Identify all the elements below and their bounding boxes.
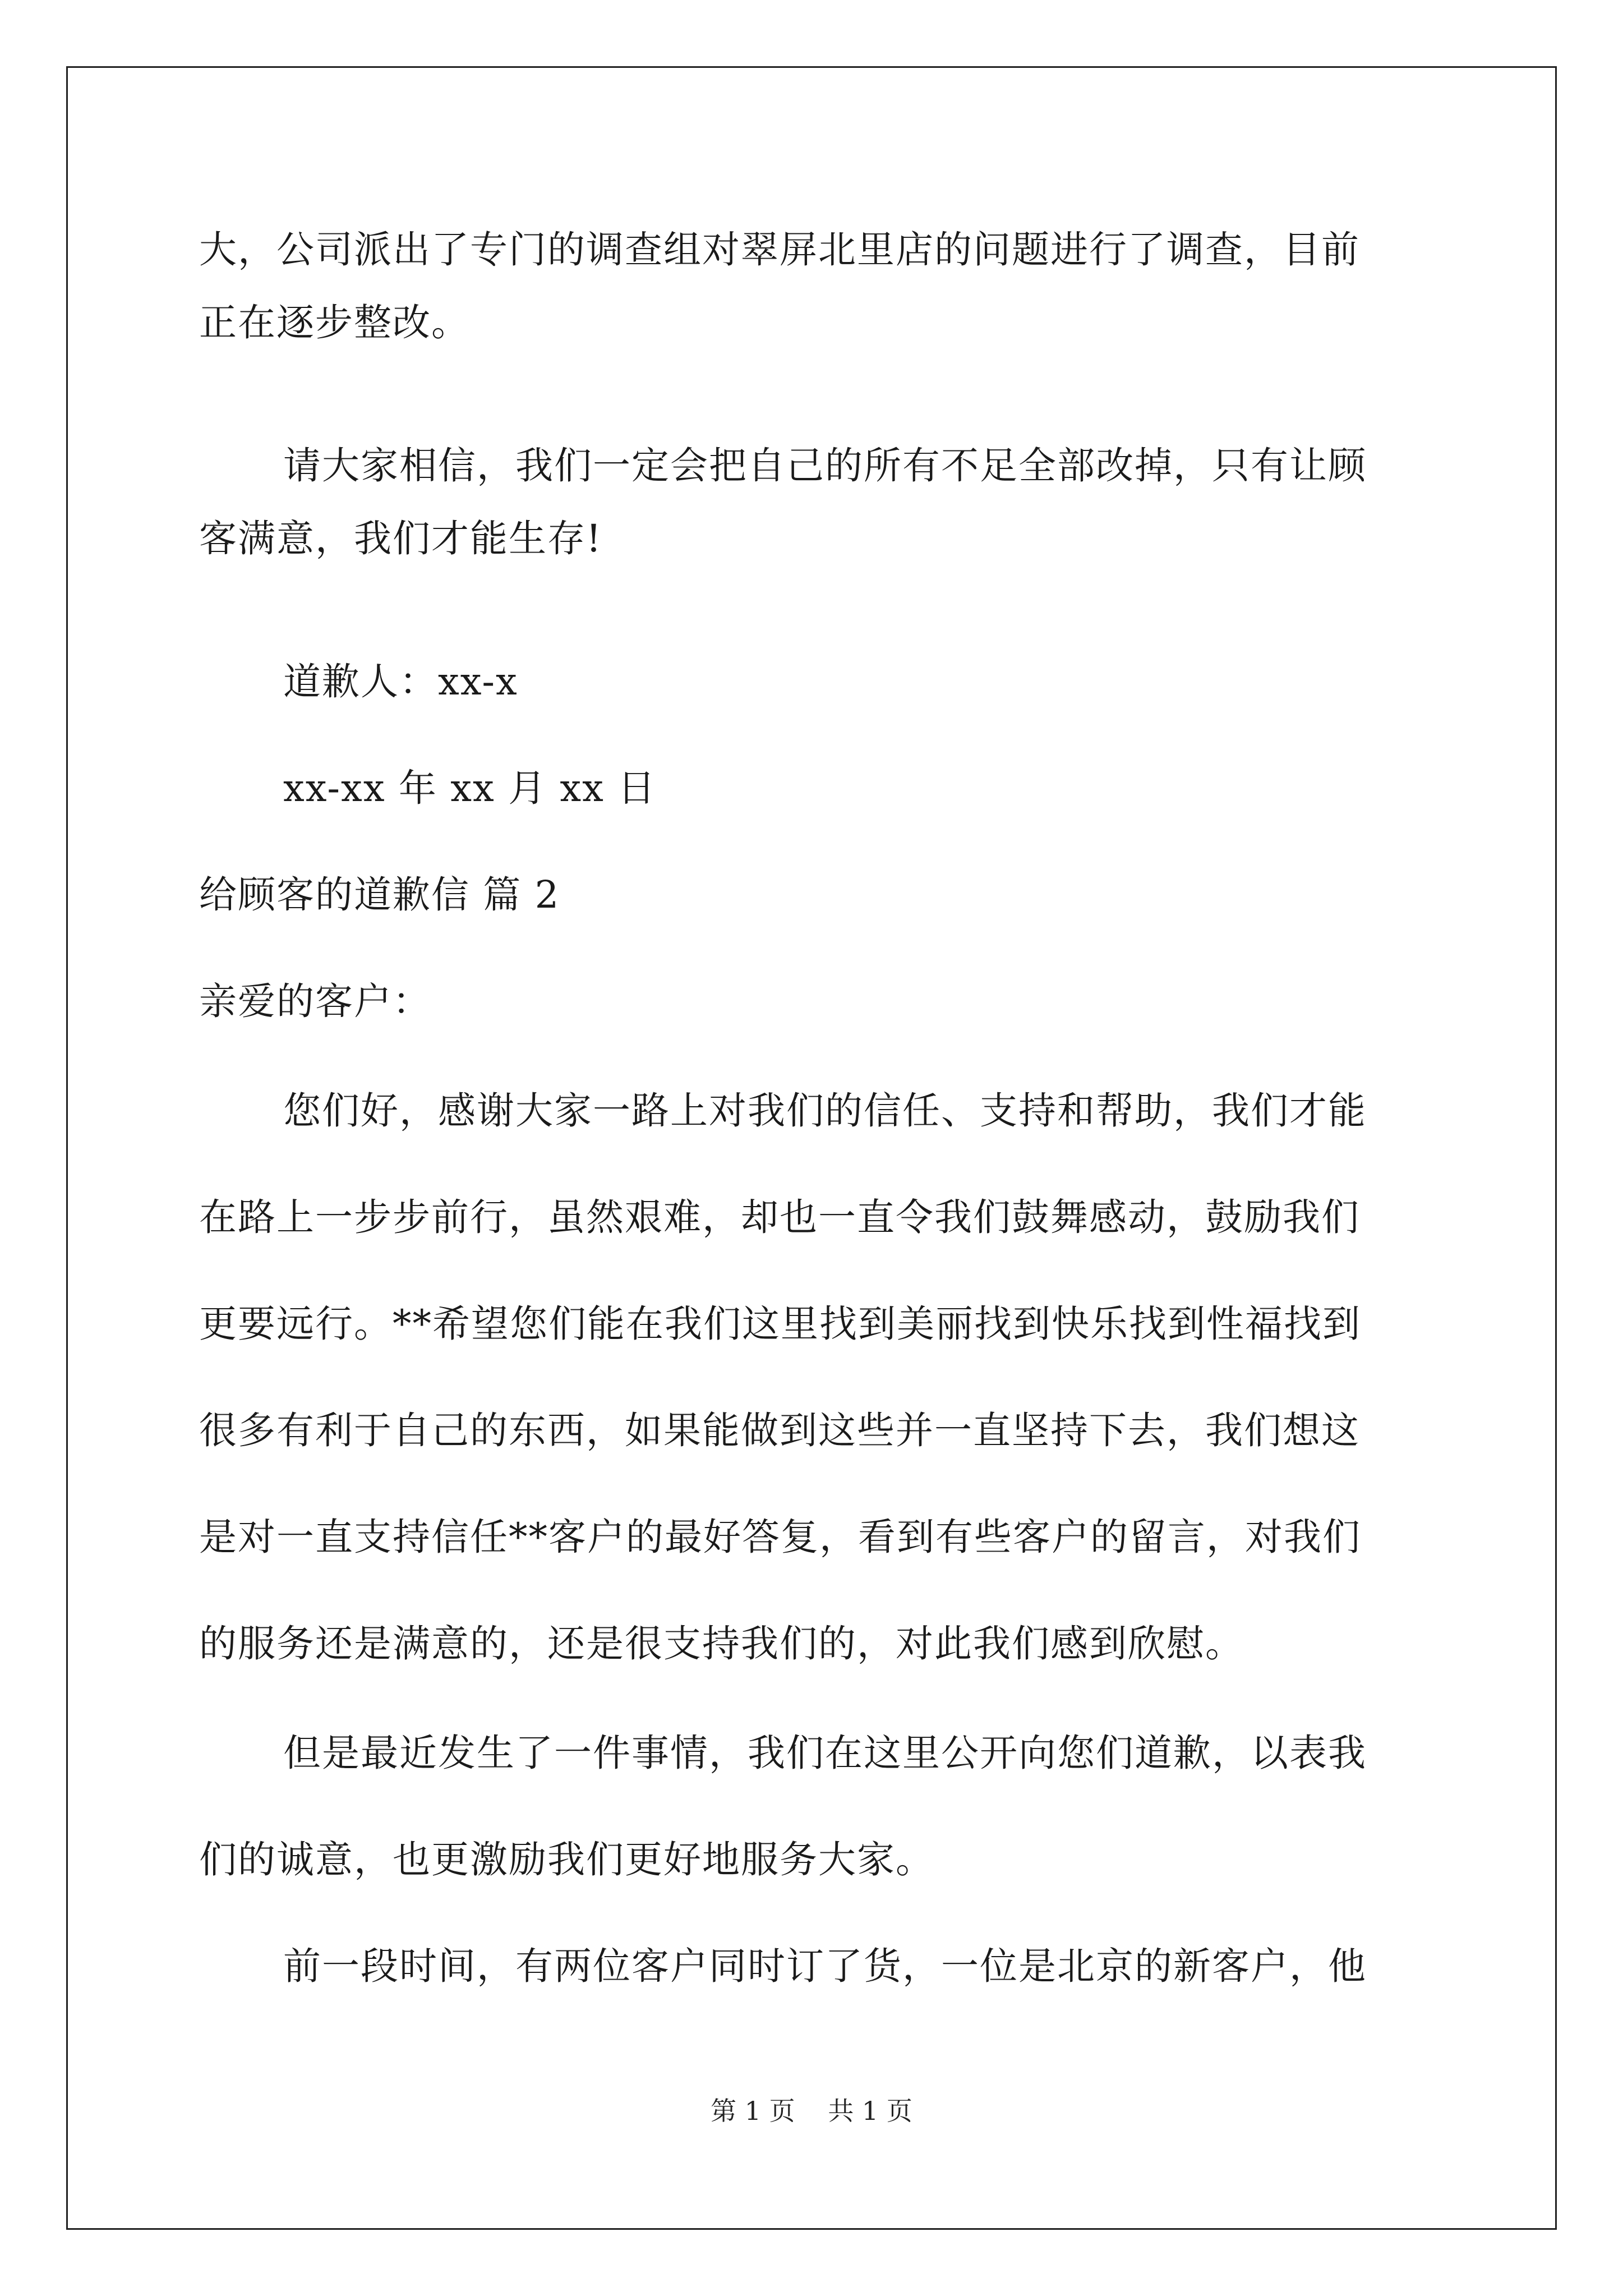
text-line: 在路上一步步前行，虽然艰难，却也一直令我们鼓舞感动，鼓励我们 [199,1195,1360,1239]
signature-line: 道歉人：xx-x [283,660,518,703]
page-number: 第 1 页 [711,2096,795,2126]
page-total: 共 1 页 [828,2096,912,2126]
text-line: 大，公司派出了专门的调查组对翠屏北里店的问题进行了调查，目前 [199,228,1360,272]
text-line: 的服务还是满意的，还是很支持我们的，对此我们感到欣慰。 [199,1622,1244,1665]
text-line: 是对一直支持信任**客户的最好答复，看到有些客户的留言，对我们 [199,1515,1361,1559]
salutation: 亲爱的客户： [199,979,431,1023]
text-line: 正在逐步整改。 [199,301,470,344]
text-line: 客满意，我们才能生存! [199,517,602,560]
text-line: 很多有利于自己的东西，如果能做到这些并一直坚持下去，我们想这 [199,1409,1360,1452]
text-line: 请大家相信，我们一定会把自己的所有不足全部改掉，只有让顾 [283,444,1367,487]
text-line: 前一段时间，有两位客户同时订了货，一位是北京的新客户，他 [283,1944,1367,1988]
text-line: 但是最近发生了一件事情，我们在这里公开向您们道歉，以表我 [283,1731,1367,1775]
section-heading: 给顾客的道歉信 篇 2 [199,873,560,917]
text-line: 们的诚意，也更激励我们更好地服务大家。 [199,1838,934,1881]
text-line: 您们好，感谢大家一路上对我们的信任、支持和帮助，我们才能 [283,1089,1367,1133]
page-footer [0,2095,1623,2127]
text-line: 更要远行。**希望您们能在我们这里找到美丽找到快乐找到性福找到 [199,1302,1361,1346]
date-line: xx-xx 年 xx 月 xx 日 [283,766,657,810]
page-border [66,66,1557,2230]
